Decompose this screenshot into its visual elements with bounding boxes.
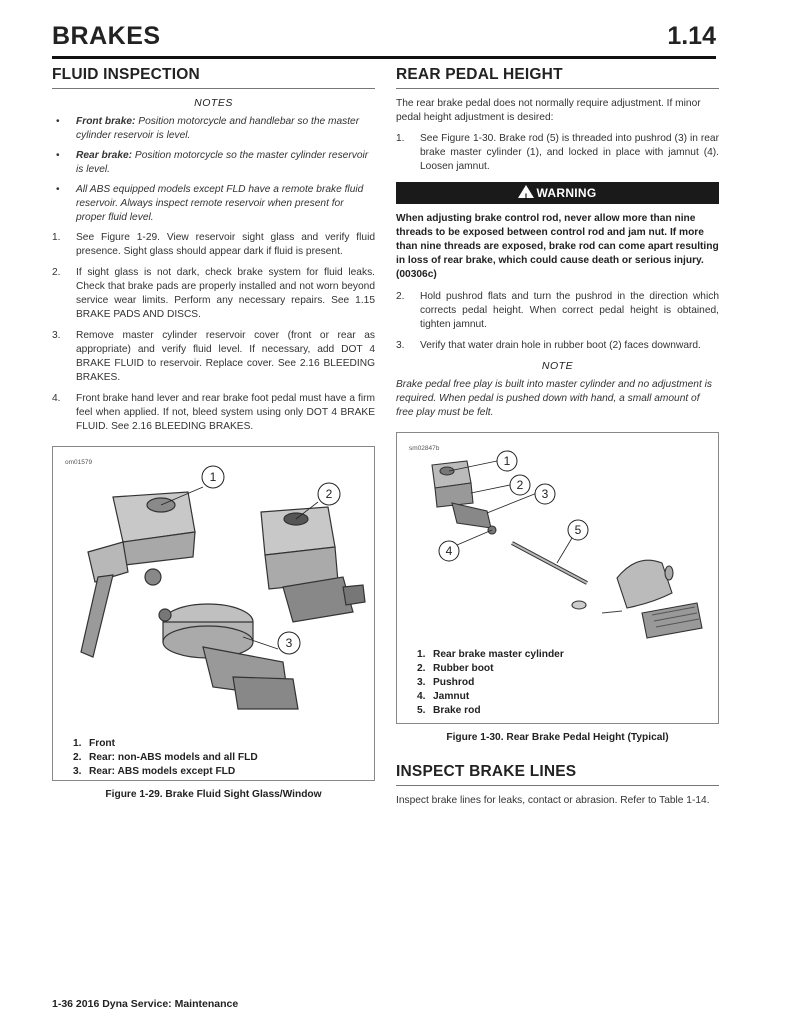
legend-item: 5. Brake rod <box>417 705 481 716</box>
callout-label: 1 <box>209 470 217 484</box>
rear-pedal-illustration <box>397 433 718 648</box>
legend-item: 1. Front <box>73 738 116 749</box>
warning-text: When adjusting brake control rod, never allow more than nine threads to be exposed between control rod and jam nut. If more than nine threads are exposed, brake rod can come apart resulting in loss of rear brake, which could cause death or serious injury. (00306c) <box>396 213 719 280</box>
pedal-step-3: 3. Verify that water drain hole in rubber boot (2) faces downward. <box>396 340 701 351</box>
legend-item: 2. Rear: non-ABS models and all FLD <box>73 752 258 763</box>
callout-label: 2 <box>325 487 333 501</box>
fluid-step-4: 4. Front brake hand lever and rear brake foot pedal must have a firm feel when applied. If not, bleed system using only DOT 4 BRAKE FLUID. See 2.16 BLEEDING BRAKES. <box>52 393 375 432</box>
fluid-step-2: 2. If sight glass is not dark, check brake system for fluid leaks. Check that brake pads are properly installed and not worn beyond service wear limits. Perform any necessary repairs. See 1.15 BRAKE PADS AND DISCS. <box>52 267 375 320</box>
fluid-inspection-heading: FLUID INSPECTION <box>52 66 375 89</box>
legend-item: 1. Rear brake master cylinder <box>417 649 564 660</box>
warning-icon <box>518 185 534 198</box>
legend-item: 4. Jamnut <box>417 691 470 702</box>
page-footer: 1-36 2016 Dyna Service: Maintenance <box>52 998 239 1010</box>
pedal-step-2: 2. Hold pushrod flats and turn the pushrod in the direction which corrects pedal height. When correct pedal height is obtained, tighten jamnut. <box>396 291 719 330</box>
figure-legend <box>53 737 258 779</box>
callout-label: 5 <box>574 523 582 537</box>
callout-label: 4 <box>445 544 453 558</box>
pedal-step-1: 1. See Figure 1-30. Brake rod (5) is threaded into pushrod (3) in rear brake master cylinder (1), and locked in place with jamnut (4). Loosen jamnut. <box>396 133 719 172</box>
fluid-step-3: 3. Remove master cylinder reservoir cover (front or rear as appropriate) and verify fluid level. If necessary, add DOT 4 BRAKE FLUID to reservoir. Replace cover. See 2.16 BLEEDING BRAKES. <box>52 330 375 383</box>
right-column <box>396 66 719 815</box>
callout-label: 3 <box>285 636 293 650</box>
fluid-step-1: 1. See Figure 1-29. View reservoir sight glass and verify fluid presence. Sight glass should appear dark if fluid is present. <box>52 232 375 257</box>
callout-label: 2 <box>516 478 524 492</box>
rear-pedal-intro: The rear brake pedal does not normally require adjustment. If minor pedal height adjustment is desired: <box>396 98 701 123</box>
callout-label: 3 <box>541 487 549 501</box>
header-rule <box>52 56 716 59</box>
rear-pedal-heading: REAR PEDAL HEIGHT <box>396 66 719 89</box>
callout-label: 1 <box>503 454 511 468</box>
note-rear-brake: • Rear brake: Position motorcycle so the master cylinder reservoir is level. <box>52 149 375 177</box>
note-heading: NOTE <box>541 360 574 372</box>
figure-1-30 <box>396 432 719 724</box>
note-front-brake: • Front brake: Position motorcycle and handlebar so the master cylinder reservoir is level. <box>52 115 375 143</box>
figure-legend <box>397 648 564 718</box>
figure-code: sm02847b <box>409 445 440 452</box>
figure-caption: Figure 1-30. Rear Brake Pedal Height (Typical) <box>446 732 669 743</box>
chapter-title: BRAKES <box>52 22 161 50</box>
brake-reservoir-illustration <box>53 447 374 717</box>
legend-item: 3. Pushrod <box>417 677 475 688</box>
figure-code: om01579 <box>65 459 93 466</box>
legend-item: 3. Rear: ABS models except FLD <box>73 766 236 777</box>
note-text: Brake pedal free play is built into master cylinder and no adjustment is required. When pedal is pushed down with hand, a small amount of free play must be felt. <box>396 379 712 418</box>
notes-heading: NOTES <box>194 97 233 109</box>
section-number: 1.14 <box>667 22 716 50</box>
page-header <box>52 22 716 56</box>
note-abs: • All ABS equipped models except FLD have a remote brake fluid reservoir. Always inspect remote reservoir when present for proper fluid level. <box>52 183 375 225</box>
brake-lines-text: Inspect brake lines for leaks, contact or abrasion. Refer to Table 1-14. <box>396 795 710 806</box>
figure-1-29 <box>52 446 375 781</box>
warning-banner: !WARNING <box>396 182 719 204</box>
figure-caption: Figure 1-29. Brake Fluid Sight Glass/Window <box>105 789 322 800</box>
legend-item: 2. Rubber boot <box>417 663 494 674</box>
left-column <box>52 66 375 800</box>
brake-lines-heading: INSPECT BRAKE LINES <box>396 763 719 786</box>
